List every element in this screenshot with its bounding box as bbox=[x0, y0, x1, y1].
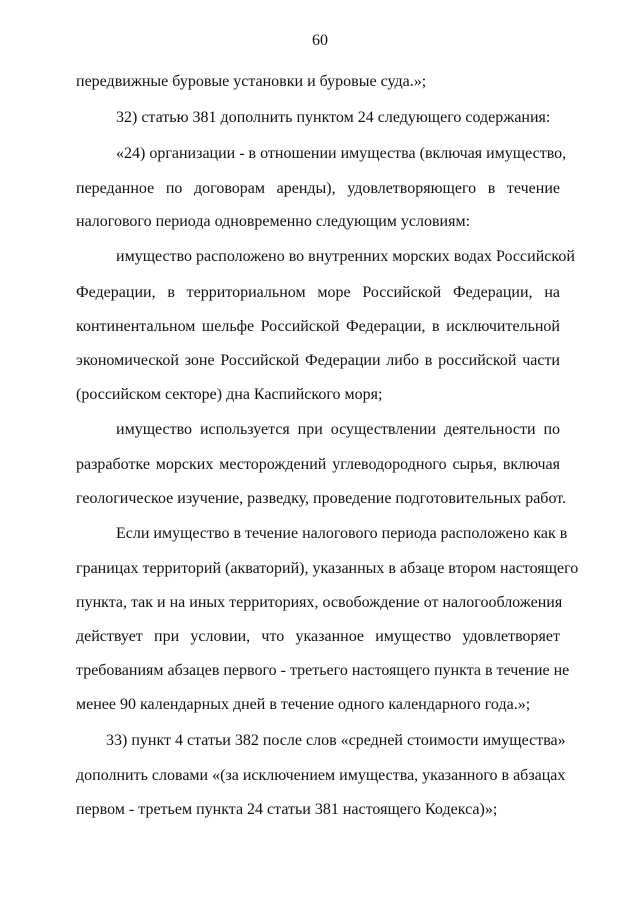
text-line: экономической зоне Российской Федерации либо в российской части bbox=[76, 352, 560, 369]
text-line: континентальном шельфе Российской Федерации, в исключительной bbox=[76, 318, 560, 335]
page-number: 60 bbox=[312, 32, 328, 49]
text-line: (российском секторе) дна Каспийского моря; bbox=[76, 386, 383, 403]
text-line: имущество используется при осуществлении деятельности по bbox=[116, 421, 560, 438]
text-line: геологическое изучение, разведку, проведение подготовительных работ. bbox=[76, 490, 567, 507]
text-line: первом - третьем пункта 24 статьи 381 настоящего Кодекса)»; bbox=[76, 801, 498, 818]
text-line: имущество расположено во внутренних морских водах Российской bbox=[116, 248, 575, 265]
text-line: разработке морских месторождений углеводородного сырья, включая bbox=[76, 456, 560, 473]
text-line: действует при условии, что указанное имущество удовлетворяет bbox=[76, 628, 560, 645]
text-line: дополнить словами «(за исключением имущества, указанного в абзацах bbox=[76, 767, 566, 784]
text-line: переданное по договорам аренды), удовлетворяющего в течение bbox=[76, 180, 560, 197]
text-line: Федерации, в территориальном море Российской Федерации, на bbox=[76, 284, 560, 301]
text-line: менее 90 календарных дней в течение одного календарного года.»; bbox=[76, 696, 531, 713]
text-line: «24) организации - в отношении имущества (включая имущество, bbox=[116, 145, 567, 162]
text-line: Если имущество в течение налогового периода расположено как в bbox=[116, 525, 568, 542]
text-line: границах территорий (акваторий), указанных в абзаце втором настоящего bbox=[76, 560, 579, 577]
text-line: 32) статью 381 дополнить пунктом 24 следующего содержания: bbox=[116, 109, 551, 126]
text-line: передвижные буровые установки и буровые суда.»; bbox=[76, 73, 427, 90]
text-line: налогового периода одновременно следующим условиям: bbox=[76, 213, 471, 230]
text-line: пункта, так и на иных территориях, освобождение от налогообложения bbox=[76, 594, 563, 611]
text-line: 33) пункт 4 статьи 382 после слов «средней стоимости имущества» bbox=[106, 732, 566, 749]
text-line: требованиям абзацев первого - третьего настоящего пункта в течение не bbox=[76, 662, 570, 679]
